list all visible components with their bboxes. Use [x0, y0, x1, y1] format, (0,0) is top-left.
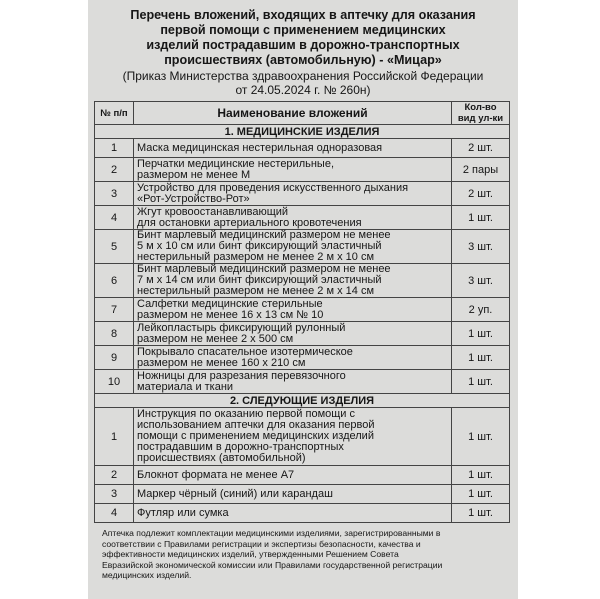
row-item-line: Устройство для проведения искусственного дыхания — [137, 181, 409, 194]
row-item-line: Маркер чёрный (синий) или карандаш — [137, 487, 333, 500]
contents-table — [94, 101, 510, 523]
section-header-row — [95, 125, 510, 139]
row-qty: 1 шт. — [452, 408, 510, 466]
row-qty: 3 шт. — [452, 230, 510, 264]
table-row — [95, 230, 510, 264]
table-row — [95, 206, 510, 230]
header-name: Наименование вложений — [134, 102, 452, 125]
row-number: 4 — [95, 206, 134, 230]
table-row — [95, 485, 510, 504]
row-item-line: размером не менее М — [137, 168, 251, 181]
row-item-line: Ножницы для разрезания перевязочного — [137, 369, 346, 382]
header-qty — [452, 102, 510, 125]
row-item — [134, 408, 452, 466]
section-title: 2. СЛЕДУЮЩИЕ ИЗДЕЛИЯ — [95, 394, 510, 408]
row-qty: 1 шт. — [452, 322, 510, 346]
row-item-line: 7 м х 14 см или бинт фиксирующий эластичный — [137, 274, 382, 286]
subtitle-line: (Приказ Министерства здравоохранения Российской Федерации — [122, 69, 484, 83]
row-item-line: 5 м х 10 см или бинт фиксирующий эластичный — [137, 240, 382, 252]
row-item — [134, 298, 452, 322]
row-number: 6 — [95, 264, 134, 298]
row-item — [134, 370, 452, 394]
footnote-line: Евразийской экономической комиссии или Правилами государственной регистрации — [102, 559, 443, 570]
row-qty: 1 шт. — [452, 485, 510, 504]
row-item-line: происшествиях (автомобильной) — [137, 452, 306, 464]
row-item-line: для остановки артериального кровотечения — [137, 216, 362, 229]
table-row — [95, 298, 510, 322]
table-header-row — [95, 102, 510, 125]
row-item — [134, 158, 452, 182]
row-item-line: Салфетки медицинские стерильные — [137, 297, 323, 310]
section-title: 1. МЕДИЦИНСКИЕ ИЗДЕЛИЯ — [95, 125, 510, 139]
row-number: 1 — [95, 408, 134, 466]
title-line: изделий пострадавшим в дорожно-транспортных — [146, 38, 460, 52]
row-item-line: Футляр или сумка — [137, 506, 229, 519]
table-row — [95, 466, 510, 485]
row-qty: 1 шт. — [452, 370, 510, 394]
row-number: 4 — [95, 504, 134, 523]
footnote — [102, 528, 512, 581]
row-item-line: пострадавшим в дорожно-транспортных — [137, 441, 344, 453]
table-row — [95, 182, 510, 206]
footnote-line: Аптечка подлежит комплектации медицинскими изделиями, зарегистрированными в — [102, 528, 441, 538]
title-line: происшествиях (автомобильную) - «Мицар» — [164, 53, 442, 67]
subtitle-line: от 24.05.2024 г. № 260н) — [235, 83, 371, 97]
table-body — [95, 125, 510, 523]
row-number: 7 — [95, 298, 134, 322]
title-line: Перечень вложений, входящих в аптечку для оказания — [130, 8, 476, 22]
footnote-line: медицинских изделий. — [102, 570, 192, 580]
row-item — [134, 466, 452, 485]
table-row — [95, 408, 510, 466]
row-item-line: Инструкция по оказанию первой помощи с — [137, 408, 356, 420]
row-qty: 2 шт. — [452, 182, 510, 206]
section-header-row — [95, 394, 510, 408]
row-item-line: размером не менее 16 х 13 см № 10 — [137, 308, 324, 321]
row-qty: 2 уп. — [452, 298, 510, 322]
row-item — [134, 182, 452, 206]
row-qty: 1 шт. — [452, 346, 510, 370]
row-qty: 1 шт. — [452, 466, 510, 485]
row-number: 2 — [95, 466, 134, 485]
row-item-line: размером не менее 160 х 210 см — [137, 356, 306, 369]
row-item-line: размером не менее 2 х 500 см — [137, 332, 294, 345]
row-number: 10 — [95, 370, 134, 394]
row-qty: 2 пары — [452, 158, 510, 182]
row-item-line: Перчатки медицинские нестерильные, — [137, 157, 335, 170]
row-item-line: Маска медицинская нестерильная одноразовая — [137, 141, 383, 154]
row-item-line: Покрывало спасательное изотермическое — [137, 345, 353, 358]
document-title — [88, 0, 518, 68]
row-number: 3 — [95, 485, 134, 504]
row-item-line: нестерильный размером не менее 2 м х 14 см — [137, 285, 375, 297]
row-item — [134, 504, 452, 523]
row-item-line: Бинт марлевый медицинский размером не менее — [137, 263, 391, 275]
table-row — [95, 370, 510, 394]
row-item-line: «Рот-Устройство-Рот» — [137, 192, 250, 205]
footnote-line: эффективности медицинских изделий, утвержденными Решением Совета — [102, 549, 399, 559]
table-row — [95, 346, 510, 370]
row-number: 2 — [95, 158, 134, 182]
row-qty: 2 шт. — [452, 139, 510, 158]
title-line: первой помощи с применением медицинских — [160, 23, 446, 37]
row-number: 9 — [95, 346, 134, 370]
footnote-line: соответствии с Правилами регистрации и экспертизы безопасности, качества и — [102, 538, 421, 549]
row-qty: 3 шт. — [452, 264, 510, 298]
document-subtitle — [88, 69, 518, 97]
header-number: № п/п — [95, 102, 134, 125]
row-number: 5 — [95, 230, 134, 264]
row-number: 3 — [95, 182, 134, 206]
row-item-line: использованием аптечки для оказания первой — [137, 419, 375, 431]
row-item — [134, 230, 452, 264]
header-qty-line: вид ул-ки — [457, 113, 504, 124]
row-item-line: Лейкопластырь фиксирующий рулонный — [137, 321, 346, 334]
row-qty: 1 шт. — [452, 206, 510, 230]
table-row — [95, 264, 510, 298]
table-row — [95, 158, 510, 182]
row-number: 8 — [95, 322, 134, 346]
header-qty-line: Кол-во — [464, 102, 497, 113]
table-row — [95, 504, 510, 523]
row-item-line: помощи с применением медицинских изделий — [137, 430, 374, 442]
document-sheet — [88, 0, 518, 599]
table-row — [95, 322, 510, 346]
row-item — [134, 322, 452, 346]
row-item-line: Жгут кровоостанавливающий — [137, 205, 289, 218]
row-item-line: Блокнот формата не менее А7 — [137, 468, 295, 481]
row-item-line: нестерильный размером не менее 2 м х 10 см — [137, 251, 375, 263]
row-item — [134, 346, 452, 370]
row-qty: 1 шт. — [452, 504, 510, 523]
row-number: 1 — [95, 139, 134, 158]
row-item — [134, 139, 452, 158]
table-row — [95, 139, 510, 158]
row-item — [134, 264, 452, 298]
row-item — [134, 206, 452, 230]
row-item — [134, 485, 452, 504]
row-item-line: материала и ткани — [137, 380, 234, 393]
row-item-line: Бинт марлевый медицинский размером не менее — [137, 229, 391, 241]
